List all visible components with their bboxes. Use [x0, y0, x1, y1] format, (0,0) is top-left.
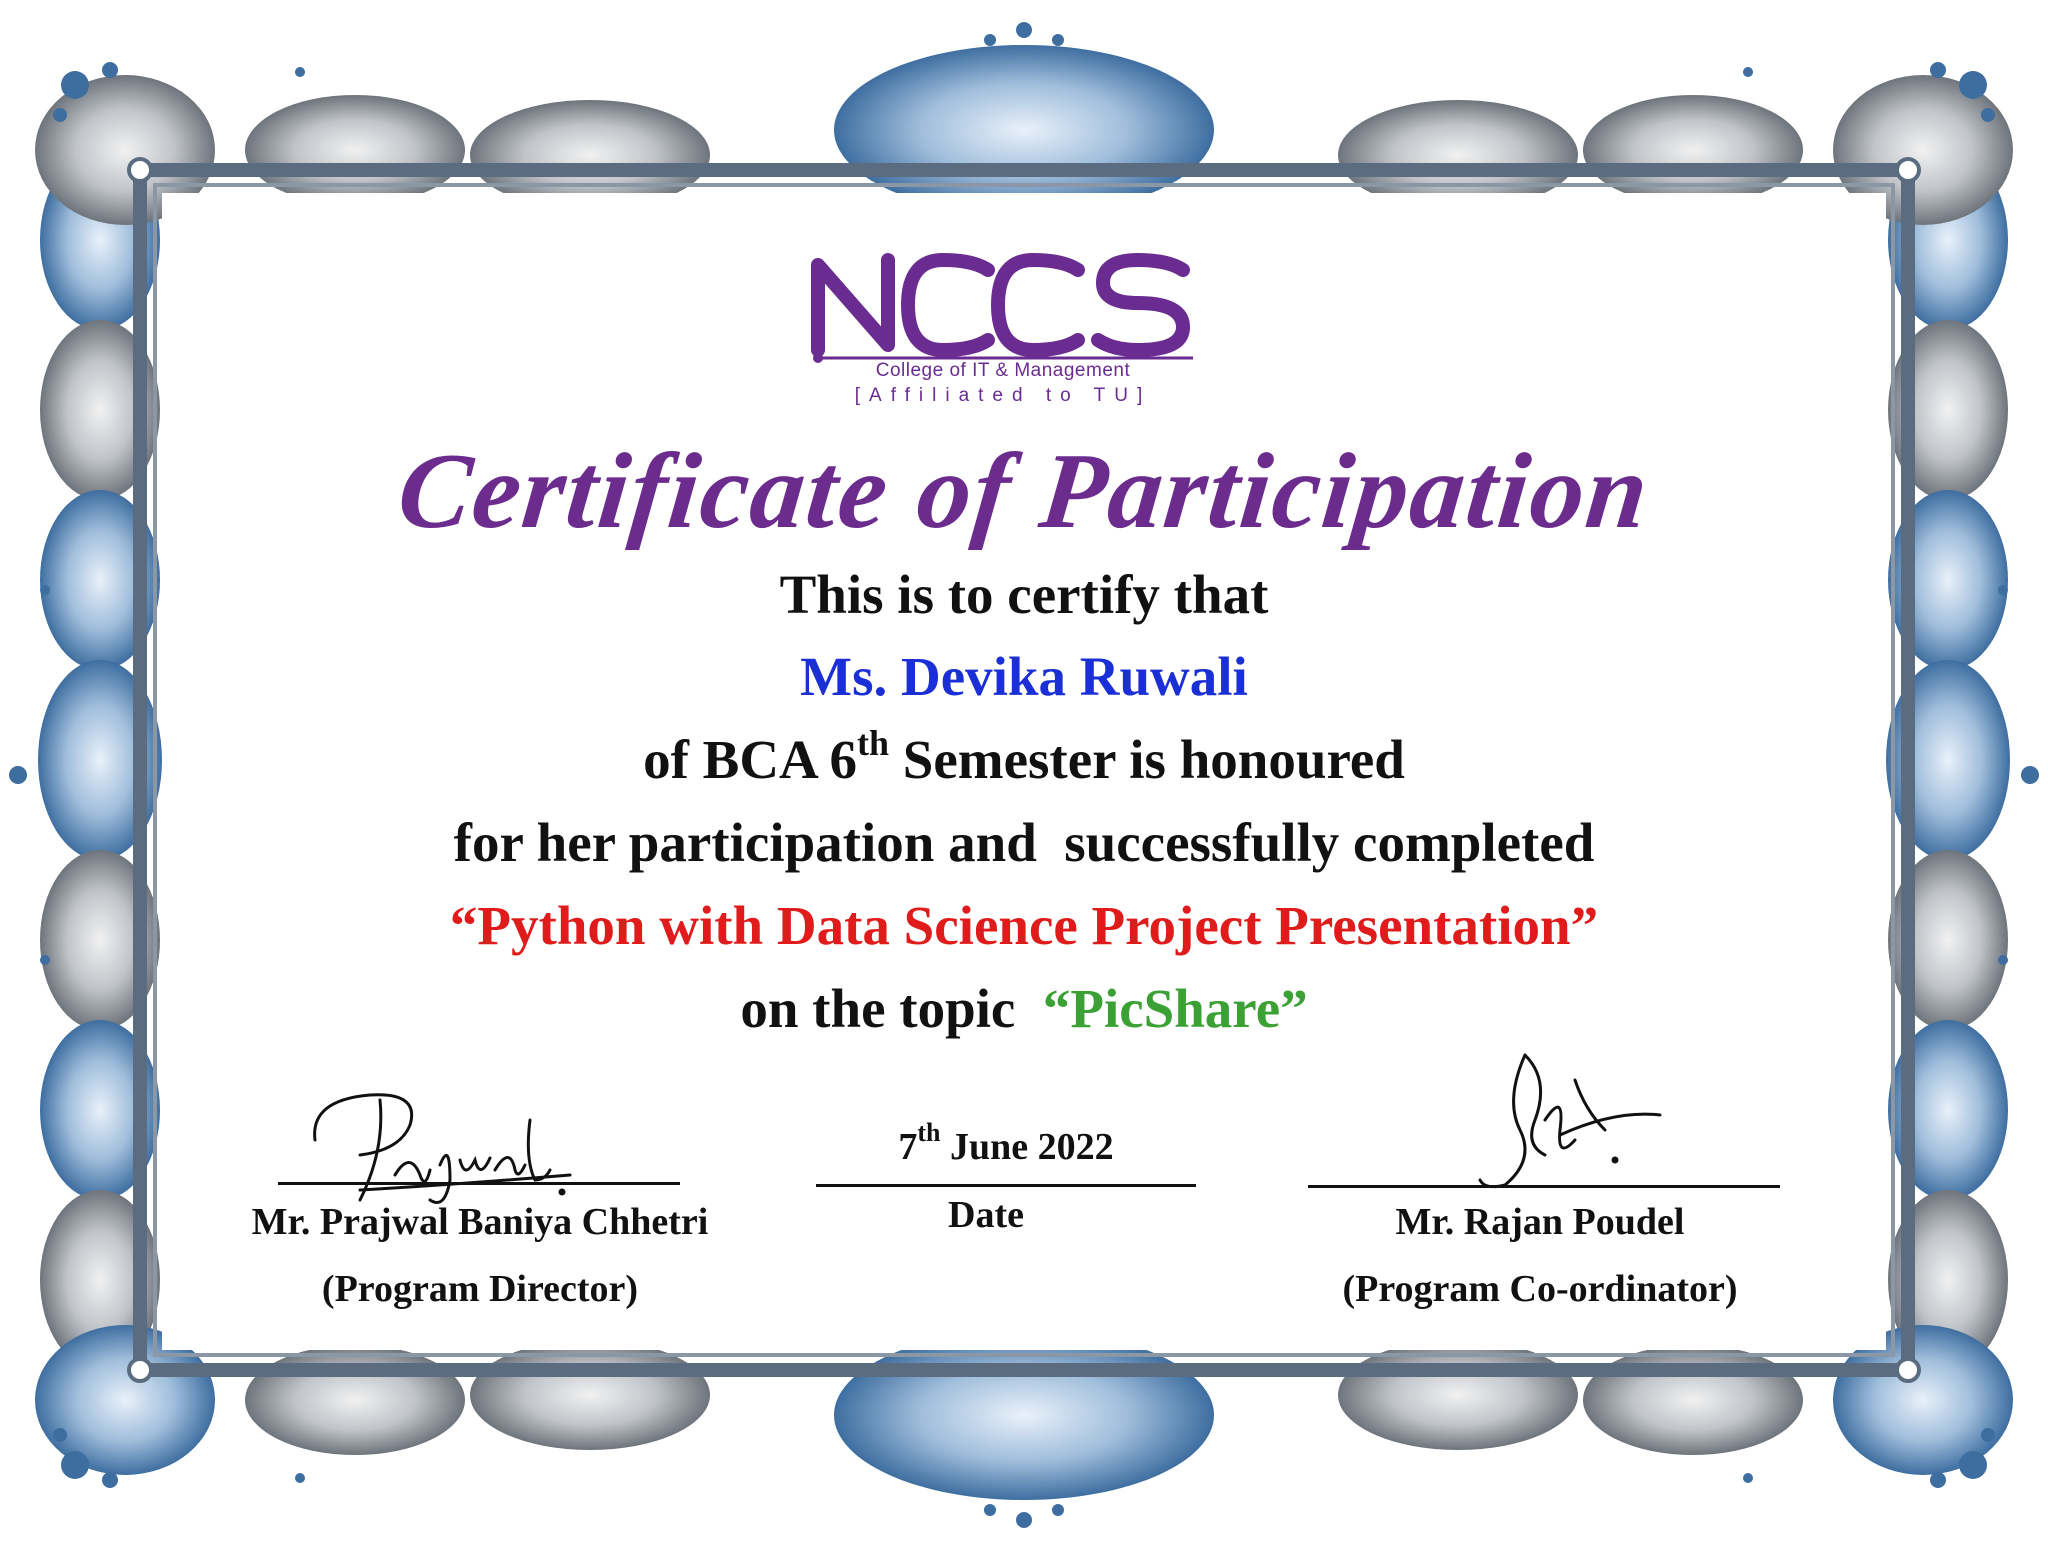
program-line	[0, 722, 2048, 791]
date-value	[816, 1118, 1196, 1169]
left-signatory-role: (Program Director)	[321, 1268, 639, 1310]
date-line	[816, 1184, 1196, 1187]
program-suffix: Semester is honoured	[889, 729, 1405, 790]
date-day: 7	[898, 1126, 918, 1168]
right-signature	[1465, 1050, 1670, 1195]
topic-name: “PicShare”	[1042, 978, 1308, 1039]
date-label: Date	[948, 1194, 1024, 1236]
left-signature	[300, 1080, 590, 1215]
program-superscript: th	[856, 722, 889, 763]
left-signatory-name: Mr. Prajwal Baniya Chhetri	[251, 1201, 709, 1243]
certificate-title: Certificate of Participation	[392, 432, 1656, 551]
event-name: “Python with Data Science Project Presentation”	[449, 895, 1599, 956]
date-day-superscript: th	[917, 1118, 941, 1148]
right-signatory-name: Mr. Rajan Poudel	[1395, 1201, 1685, 1243]
nccs-logo	[808, 245, 1198, 420]
topic-prefix: on the topic	[740, 978, 1043, 1039]
recipient-name: Ms. Devika Ruwali	[800, 646, 1248, 707]
date-month-year: June 2022	[940, 1126, 1114, 1168]
program-prefix: of BCA 6	[643, 729, 857, 790]
left-signature-line	[278, 1182, 680, 1185]
certify-intro: This is to certify that	[779, 564, 1269, 625]
right-signatory-role: (Program Co-ordinator)	[1342, 1268, 1738, 1310]
topic-line	[0, 977, 2048, 1040]
participation-line: for her participation and successfully completed	[453, 812, 1595, 873]
nccs-logo-mark	[808, 245, 1198, 365]
logo-affiliation: [Affiliated to TU]	[854, 385, 1152, 406]
right-signature-line	[1308, 1185, 1780, 1188]
logo-subtitle: College of IT & Management	[875, 360, 1131, 381]
